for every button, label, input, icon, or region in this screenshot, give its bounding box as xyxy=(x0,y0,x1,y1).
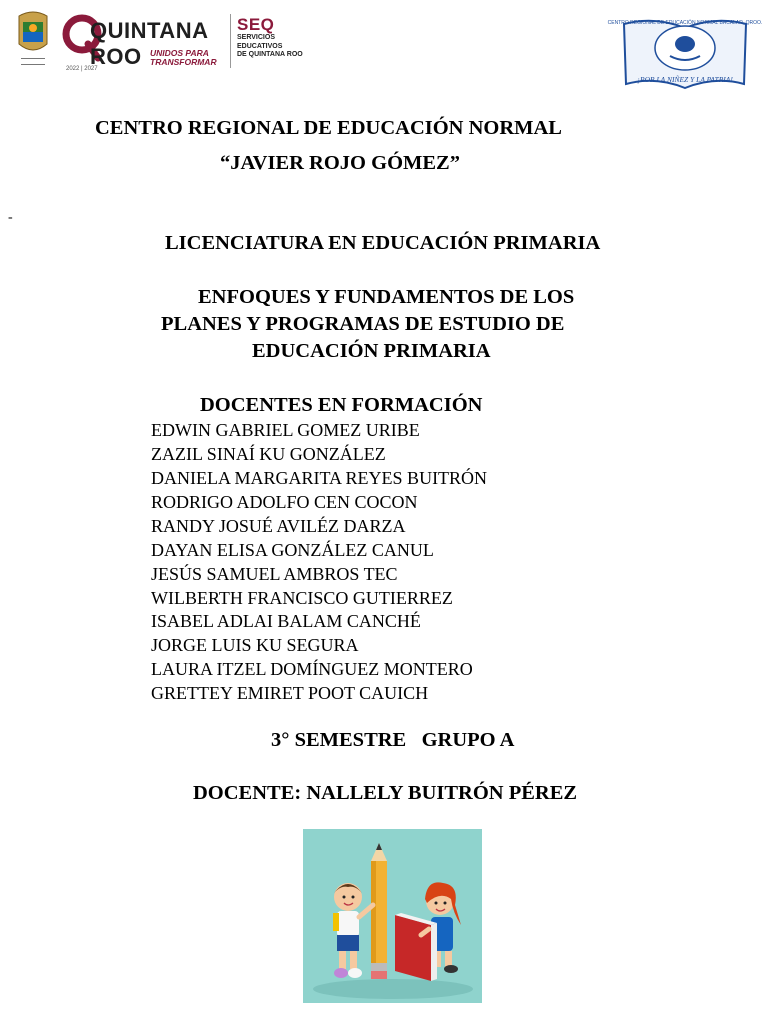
semester-group: 3° SEMESTRE GRUPO A xyxy=(271,729,515,751)
seq-line-3: DE QUINTANA ROO xyxy=(237,51,303,58)
course-title-line-1: ENFOQUES Y FUNDAMENTOS DE LOS xyxy=(198,286,575,308)
course-title-line-3: EDUCACIÓN PRIMARIA xyxy=(252,340,491,362)
cren-institution-logo xyxy=(607,14,763,94)
state-coat-of-arms-logo xyxy=(16,10,50,72)
cren-ring-text: CENTRO REGIONAL DE EDUCACIÓN NORMAL BACALAR, QROO. xyxy=(607,20,763,26)
quintana-roo-slogan: UNIDOS PARA TRANSFORMAR xyxy=(150,48,217,67)
students-heading: DOCENTES EN FORMACIÓN xyxy=(200,394,483,416)
kids-pencil-book-illustration xyxy=(303,829,482,1003)
cren-motto: ¡POR LA NIÑEZ Y LA PATRIA! xyxy=(637,75,733,84)
student-name: EDWIN GABRIEL GOMEZ URIBE xyxy=(151,420,420,440)
degree-title: LICENCIATURA EN EDUCACIÓN PRIMARIA xyxy=(165,232,601,254)
seq-line-2: EDUCATIVOS xyxy=(237,42,283,50)
student-name: GRETTEY EMIRET POOT CAUICH xyxy=(151,683,429,703)
student-name: DAYAN ELISA GONZÁLEZ CANUL xyxy=(151,540,434,560)
seq-acronym: SEQ xyxy=(237,15,275,34)
course-title-line-2: PLANES Y PROGRAMAS DE ESTUDIO DE xyxy=(161,313,565,335)
institution-name: CENTRO REGIONAL DE EDUCACIÓN NORMAL xyxy=(95,117,562,139)
student-name: DANIELA MARGARITA REYES BUITRÓN xyxy=(151,468,488,488)
student-name: ZAZIL SINAÍ KU GONZÁLEZ xyxy=(151,444,386,464)
quintana-roo-years: 2022 | 2027 xyxy=(66,66,98,72)
quintana-roo-logo xyxy=(62,12,227,74)
header-divider xyxy=(230,14,231,68)
student-name: JORGE LUIS KU SEGURA xyxy=(151,635,359,655)
institution-subname: “JAVIER ROJO GÓMEZ” xyxy=(220,152,460,174)
student-name: LAURA ITZEL DOMÍNGUEZ MONTERO xyxy=(151,659,473,679)
teacher-name: DOCENTE: NALLELY BUITRÓN PÉREZ xyxy=(193,782,578,804)
student-name: RODRIGO ADOLFO CEN COCON xyxy=(151,492,418,512)
seq-logo xyxy=(237,16,327,76)
student-name: RANDY JOSUÉ AVILÉZ DARZA xyxy=(151,516,406,536)
stray-mark: - xyxy=(8,210,13,225)
student-name: JESÚS SAMUEL AMBROS TEC xyxy=(151,564,398,584)
student-name: ISABEL ADLAI BALAM CANCHÉ xyxy=(151,611,421,631)
seq-line-1: SERVICIOS xyxy=(237,34,275,41)
student-name: WILBERTH FRANCISCO GUTIERREZ xyxy=(151,588,453,608)
quintana-roo-wordmark: QUINTANA ROO xyxy=(90,18,208,69)
